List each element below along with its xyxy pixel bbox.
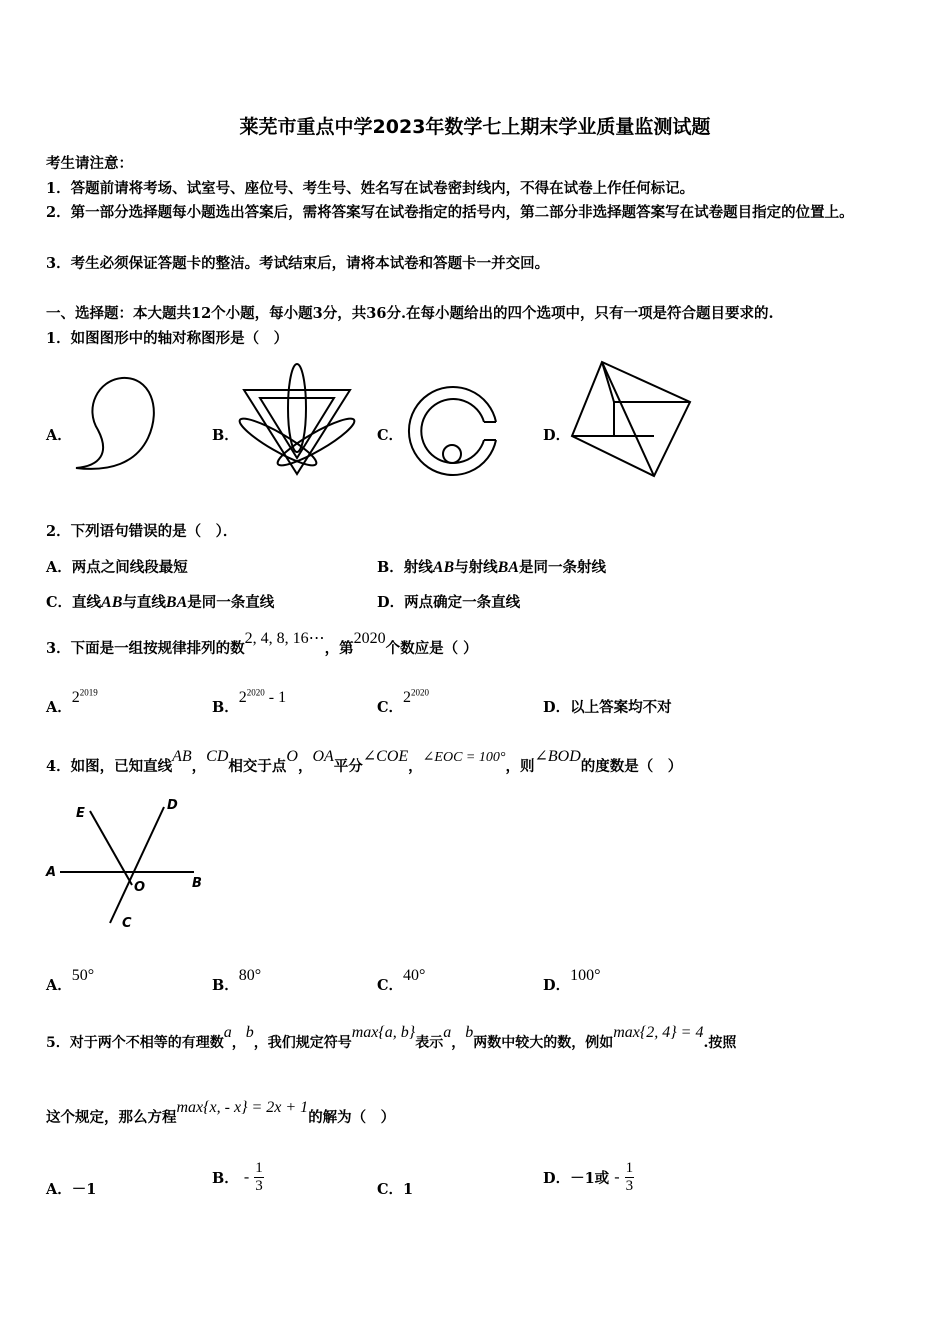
question-4-stem: 4．如图，已知直线AB，CD相交于点O，OA平分∠COE，∠EOC = 100°，则∠BOD的度数是（ ） [46, 748, 683, 775]
q3-option-b: B．$2^{2020} - 1$ [212, 687, 287, 716]
page-title: 莱芜市重点中学2023年数学七上期末学业质量监测试题 [239, 116, 711, 138]
question-5-line-2: 这个规定，那么方程max{x, - x} = 2x + 1的解为（ ） [46, 1099, 396, 1126]
notice-item-3: 3．考生必须保证答题卡的整洁。考试结束后，请将本试卷和答题卡一并交回。 [46, 255, 550, 272]
q5-option-d: D．－1或 - $\frac{1}{3}$ [543, 1160, 634, 1194]
q1-option-a-label: A． [46, 427, 72, 444]
q1-figure-a [70, 368, 162, 478]
question-2-stem: 2．下列语句错误的是（ ）． [46, 523, 238, 540]
q1-option-d-label: D． [543, 427, 571, 444]
question-5-stem: 5．对于两个不相等的有理数a，b，我们规定符号max{a, b}表示a，b两数中较大的数，例如max{2, 4} = 4.按照 [46, 1024, 737, 1051]
q2-option-b: B．射线AB与射线BA是同一条射线 [377, 559, 606, 576]
q4-option-b: B．80° [212, 967, 262, 994]
q1-figure-b [238, 362, 356, 480]
q2-option-a: A．两点之间线段最短 [46, 559, 188, 576]
notice-heading: 考生请注意： [46, 155, 133, 172]
q1-figure-c [404, 382, 504, 478]
q4-option-d: D．100° [543, 967, 601, 994]
q4-label-o: O [134, 880, 146, 895]
q3-option-c: C．$2^{2020}$ [377, 687, 430, 716]
q4-label-b: B [192, 876, 202, 891]
section-heading: 一、选择题：本大题共12个小题，每小题3分，共36分.在每小题给出的四个选项中，只有一项是符合题目要求的. [46, 305, 774, 322]
q2-option-d: D．两点确定一条直线 [377, 594, 521, 611]
q1-figure-d [568, 360, 694, 480]
q1-option-c-label: C． [377, 427, 404, 444]
question-1-stem: 1．如图图形中的轴对称图形是（ ） [46, 330, 289, 347]
q5-option-b: B． - $\frac{1}{3}$ [212, 1160, 263, 1194]
question-3-stem: 3．下面是一组按规律排列的数2, 4, 8, 16⋯，第2020个数应是（ ） [46, 630, 478, 657]
q3-option-a: A．$2^{2019}$ [46, 687, 98, 716]
q5-option-a: A．－1 [46, 1181, 97, 1198]
q1-option-b-label: B． [212, 427, 239, 444]
notice-item-2: 2．第一部分选择题每小题选出答案后，需将答案写在试卷指定的括号内，第二部分非选择题答案写在试卷题目指定的位置上。 [46, 204, 854, 221]
q2-option-c: C．直线AB与直线BA是同一条直线 [46, 594, 275, 611]
q4-figure [44, 795, 214, 935]
q4-label-e: E [76, 806, 85, 821]
q3-sequence: 2, 4, 8, 16⋯ [244, 630, 325, 647]
notice-item-1: 1．答题前请将考场、试室号、座位号、考生号、姓名写在试卷密封线内，不得在试卷上作任何标记。 [46, 180, 695, 197]
q5-option-c: C．1 [377, 1181, 414, 1198]
q4-option-a: A．50° [46, 967, 95, 994]
q3-option-d: D．以上答案均不对 [543, 699, 672, 716]
q4-label-c: C [122, 916, 132, 931]
q4-label-a: A [46, 865, 57, 880]
q4-option-c: C．40° [377, 967, 426, 994]
q4-label-d: D [167, 798, 178, 813]
